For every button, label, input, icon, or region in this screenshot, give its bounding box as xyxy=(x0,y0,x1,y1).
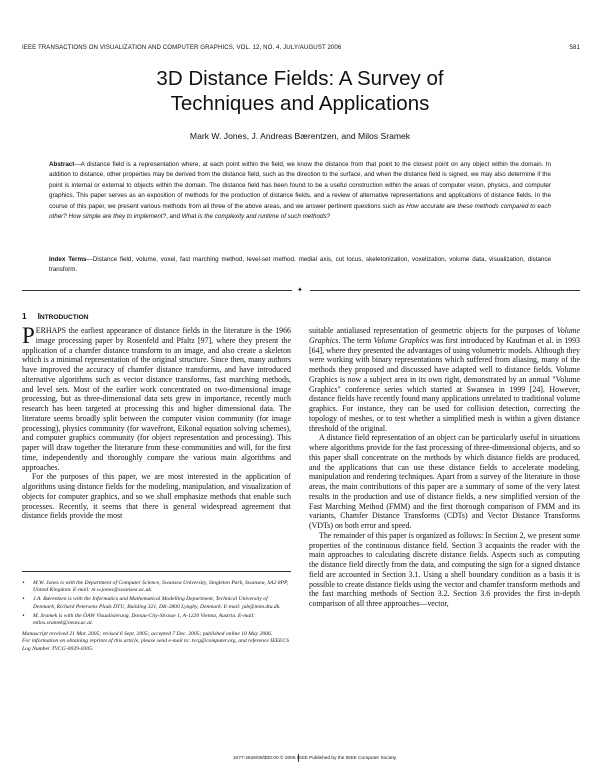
footnote-affiliation-2 xyxy=(22,596,291,610)
footnote-rule xyxy=(22,571,291,572)
right-column xyxy=(309,326,580,609)
publisher: Published by the IEEE Computer Society xyxy=(309,756,397,761)
intro-lead-word: ERHAPS xyxy=(35,326,67,335)
paper-title xyxy=(40,66,560,116)
journal-header: IEEE TRANSACTIONS ON VISUALIZATION AND COMPUTER GRAPHICS, VOL. 12, NO. 4, JULY/AUGUST 2006 xyxy=(22,44,342,51)
bullet-icon: • xyxy=(22,596,25,603)
abstract-label: Abstract xyxy=(49,161,75,168)
separator-line-right xyxy=(310,290,580,291)
title-line-1: 3D Distance Fields: A Survey of xyxy=(156,67,444,90)
drop-cap: P xyxy=(22,323,35,348)
section-number: 1 xyxy=(22,312,27,321)
left-column xyxy=(22,323,291,521)
section-title-rest: NTRODUCTION xyxy=(39,314,89,321)
abstract xyxy=(49,160,551,222)
intro-paragraph-1-text: the earliest appearance of distance fields in the literature is the 1966 image processing paper by Rosenfeld and Pfaltz [97], where they present the application of a chamfer distance transform to an image, and also create a skeleton which is a minimal representation of the original structure. Since then, many authors have improved the accuracy of chamfer distance transforms, and have introduced alternative algorithms such as vector distance transforms, fast marching methods, and level sets. Most of the earlier work concentrated on two-dimensional image processing, but as three-dimensional data sets grew in importance, recently much research has been targeted at processing this and higher dimensional data. The literature seems broadly split between the computer vision community (for image processing), physics community (for wavefront, Eikonal equation solving schemes), and computer graphics community (for object representation and processing). This paper will draw together the literature from these communities and will, for the first time, independently and thoroughly compare the various main algorithms and approaches. xyxy=(22,326,291,472)
abstract-and: , and xyxy=(166,213,182,221)
bullet-icon: • xyxy=(22,612,25,619)
bullet-icon: • xyxy=(22,580,25,586)
text-span: suitable antialiased representation of geometric objects for the purposes of xyxy=(309,326,557,335)
index-terms xyxy=(49,255,551,276)
reprint-info: For information on obtaining reprints of this article, please send e-mail to: tvcg@computer.org, and reference IEEECS Log Number TVCG-0039-0305. xyxy=(22,638,289,652)
abstract-question: How accurate are these methods compared to each other? How simple are they to implement? xyxy=(49,202,551,221)
footer-divider xyxy=(298,754,299,762)
text-span: . The term xyxy=(338,335,374,345)
emphasis: Volume Graphics xyxy=(373,335,429,345)
section-separator xyxy=(22,287,580,293)
section-title-initial: I xyxy=(37,312,40,321)
text-span: was first introduced by Kaufman et al. in 1993 [64], where they presented the advantages of using volumetric models. Although they were working with binary representations which suffered from aliasing, many of the methods they proposed and discussed have adapted well to distance fields. Volume Graphics is now a subject area in its own right, demonstrated by an annual "Volume Graphics" conference series which started at Swansea in 1999 [24]. However, distance fields have recently found many applications unrelated to traditional volume graphics. For instance, they can be used for collision detection, correcting the topology of meshes, or to test whether a simplified mesh is within a given distance threshold of the original. xyxy=(309,335,580,433)
running-head xyxy=(22,44,580,51)
right-paragraph-1 xyxy=(309,326,580,433)
footnote-text: J.A. Bærentzen is with the Informatics and Mathematical Modelling Department, Technical University of Denmark, Richard Petersens Plads DTU, Building 321, DK-2800 Lyngby, Denmark. E-mail: jab@imm.dtu.dk. xyxy=(33,596,281,610)
intro-paragraph-2: For the purposes of this paper, we are most interested in the application of algorithms using distance fields for the modeling, manipulation, and visualization of objects for computer graphics, and so we shall emphasize methods that enable such processes. Recently, it seems that there is general widespread agreement that distance fields provide the most xyxy=(22,472,291,521)
author-list: Mark W. Jones, J. Andreas Bærentzen, and Milos Sramek xyxy=(189,131,411,141)
footnote-affiliation-1 xyxy=(22,580,291,594)
title-line-2: Techniques and Applications xyxy=(170,92,430,115)
footnote-text: M. Sramek is with the ÖAW Visualisierung, Donau-City-Strasse 1, A-1220 Vienna, Austria. E-mail: milos.sramek@oeaw.ac.at. xyxy=(33,612,256,627)
right-paragraph-2: A distance field representation of an object can be particularly useful in situations where algorithms provide for the fast processing of three-dimensional objects, and so this paper shall concentrate on the methods by which distance fields are produced, and the applications that can use these distance fields to accelerate modeling, manipulation and rendering techniques. Apart from a survey of the literature in those areas, the main contributions of this paper are a summary of some of the very latest results in the production and use of distance fields, a new simplified version of the Fast Marching Method (FMM) and the first thorough comparison of FMM and its variants, Chamfer Distance Transforms (CDTs) and Vector Distance Transforms (VDTs) on both error and speed. xyxy=(309,433,580,530)
page-number: 581 xyxy=(569,44,580,51)
right-paragraph-3: The remainder of this paper is organized as follows: In Section 2, we present some properties of the continuous distance field. Section 3 acquaints the reader with the main approaches to calculating discrete distance fields. Aspects such as computing the distance field directly from the data, and computing the sign for a signed distance field are accounted in Section 3.1. Using a shell boundary condition as a basis it is possible to create distance fields using the vector and chamfer transform methods and the fast marching methods of Section 3.2. Section 3.6 provides the first in-depth comparison of all three approaches—vector, xyxy=(309,530,580,608)
separator-diamond-icon: ✦ xyxy=(297,286,303,294)
footnote-affiliation-3 xyxy=(22,613,291,627)
section-heading xyxy=(22,312,89,321)
footnote-text: M.W. Jones is with the Department of Computer Science, Swansea University, Singleton Park, Swansea, SA2 8PP, United Kingdom. E-mail: m.w.jones@swansea.ac.uk. xyxy=(33,580,289,594)
abstract-question-2: What is the complexity and runtime of such methods? xyxy=(181,213,331,221)
index-terms-label: Index Terms xyxy=(49,256,87,263)
abstract-text: —A distance field is a representation where, at each point within the field, we know the distance from that point to the closest point on any object within the domain. In addition to distance, other properties may be derived from the distance field, such as the direction to the surface, and when the distance field is signed, we may also determine if the point is internal or external to objects within the domain. The distance field has been found to be a useful construction within the areas of computer vision, physics, and computer graphics. This paper serves as an exposition of methods for the production of distance fields, and a review of alternative representations and applications of distance fields. In the course of this paper, we present various methods from all three of the above areas, and we answer pertinent questions such as xyxy=(49,161,551,210)
manuscript-dates: Manuscript received 21 Mar. 2005; revised 6 Sept. 2005; accepted 7 Dec. 2005; published online 10 May 2006. xyxy=(22,631,273,638)
emphasis: Volume Graphics xyxy=(309,326,580,345)
index-terms-text: —Distance field, volume, voxel, fast marching method, level-set method, medial axis, cut locus, skeletonization, voxelization, volume data, visualization, distance transform. xyxy=(49,256,551,274)
intro-paragraph-1 xyxy=(22,323,291,472)
footnotes xyxy=(22,580,291,653)
copyright: 1077-2626/06/$20.00 © 2006 IEEE xyxy=(233,756,308,761)
separator-line-left xyxy=(22,290,292,291)
